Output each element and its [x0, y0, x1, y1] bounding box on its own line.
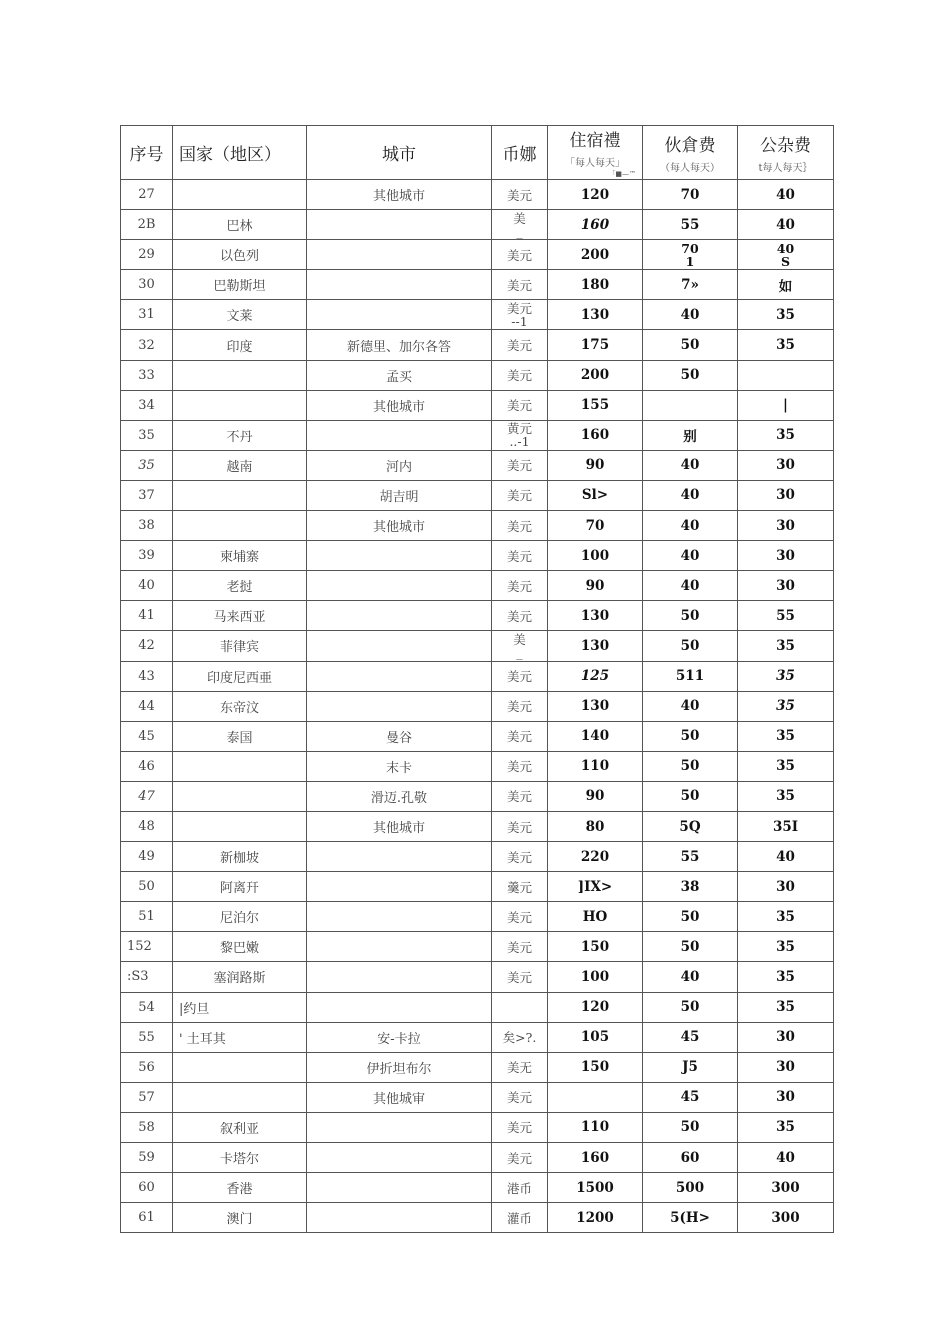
- cell-lodging: 130: [548, 631, 643, 661]
- cell-misc: 40 S: [738, 240, 834, 270]
- cell-no: 2B: [121, 210, 173, 240]
- cell-lodging: 100: [548, 541, 643, 571]
- cell-food: 别: [643, 420, 738, 450]
- cell-no: 46: [121, 751, 173, 781]
- cell-city: 其他城市: [307, 811, 492, 841]
- cell-country: |约旦: [173, 992, 307, 1022]
- cell-food: 40: [643, 691, 738, 721]
- cell-city: 滑迈.孔敬: [307, 781, 492, 811]
- cell-misc: 300: [738, 1203, 834, 1233]
- cell-lodging: 180: [548, 270, 643, 300]
- table-row: [121, 210, 834, 240]
- cell-currency: 美无: [492, 1052, 548, 1082]
- cell-lodging: 160: [548, 210, 643, 240]
- cell-misc: 35: [738, 661, 834, 691]
- header-misc-title: 公杂费: [760, 136, 811, 156]
- cell-no: 34: [121, 390, 173, 420]
- cell-no: 54: [121, 992, 173, 1022]
- cell-food: 500: [643, 1173, 738, 1203]
- cell-currency: 羹元: [492, 872, 548, 902]
- cell-currency: 美 _: [492, 210, 548, 240]
- cell-currency: 美元: [492, 1143, 548, 1173]
- cell-food: 7»: [643, 270, 738, 300]
- cell-currency: 美元: [492, 601, 548, 631]
- cell-food: 45: [643, 1022, 738, 1052]
- cell-no: 27: [121, 180, 173, 210]
- cell-currency: 美元: [492, 571, 548, 601]
- cell-currency: 黄元 ..-1: [492, 420, 548, 450]
- table-row: [121, 962, 834, 992]
- cell-currency: 美元: [492, 270, 548, 300]
- table-row: [121, 601, 834, 631]
- cell-food: 50: [643, 601, 738, 631]
- table-row: [121, 480, 834, 510]
- cell-currency: 美元: [492, 541, 548, 571]
- cell-misc: 35: [738, 420, 834, 450]
- cell-city: 其他城市: [307, 180, 492, 210]
- cell-country: 老挝: [173, 571, 307, 601]
- cell-lodging: ]IX>: [548, 872, 643, 902]
- cell-currency: 矣>?.: [492, 1022, 548, 1052]
- cell-country: [173, 1052, 307, 1082]
- cell-currency: 美元 --1: [492, 300, 548, 330]
- cell-no: :S3: [121, 962, 173, 992]
- cell-lodging: 200: [548, 240, 643, 270]
- cell-misc: 40: [738, 210, 834, 240]
- cell-misc: 35: [738, 962, 834, 992]
- cell-city: [307, 420, 492, 450]
- cell-city: [307, 601, 492, 631]
- cell-city: [307, 661, 492, 691]
- cell-city: 河内: [307, 450, 492, 480]
- cell-lodging: 160: [548, 1143, 643, 1173]
- cell-misc: 30: [738, 450, 834, 480]
- cell-city: 安-卡拉: [307, 1022, 492, 1052]
- cell-currency: 美元: [492, 390, 548, 420]
- cell-country: 巴林: [173, 210, 307, 240]
- cell-city: [307, 571, 492, 601]
- cell-city: [307, 1112, 492, 1142]
- cell-misc: 35: [738, 300, 834, 330]
- cell-currency: 美元: [492, 330, 548, 360]
- cell-misc: 35: [738, 1112, 834, 1142]
- table-row: [121, 541, 834, 571]
- cell-no: 56: [121, 1052, 173, 1082]
- cell-currency: 美 _: [492, 631, 548, 661]
- table-row: [121, 842, 834, 872]
- allowance-table: [120, 125, 834, 1233]
- table-row: [121, 902, 834, 932]
- header-food-sub: （每人每天）: [660, 163, 720, 174]
- cell-city: [307, 902, 492, 932]
- cell-currency: 美元: [492, 842, 548, 872]
- cell-currency: 美元: [492, 1112, 548, 1142]
- cell-no: 58: [121, 1112, 173, 1142]
- cell-food: 5Q: [643, 811, 738, 841]
- cell-lodging: 150: [548, 1052, 643, 1082]
- cell-city: [307, 992, 492, 1022]
- cell-city: 伊折坦布尔: [307, 1052, 492, 1082]
- cell-misc: 55: [738, 601, 834, 631]
- cell-misc: 35I: [738, 811, 834, 841]
- cell-city: [307, 270, 492, 300]
- cell-no: 38: [121, 511, 173, 541]
- cell-currency: 美元: [492, 480, 548, 510]
- cell-food: 40: [643, 571, 738, 601]
- cell-country: [173, 480, 307, 510]
- cell-country: 印度: [173, 330, 307, 360]
- cell-lodging: 105: [548, 1022, 643, 1052]
- cell-country: 塞润路斯: [173, 962, 307, 992]
- cell-lodging: 90: [548, 450, 643, 480]
- cell-food: 50: [643, 932, 738, 962]
- cell-country: [173, 511, 307, 541]
- cell-currency: [492, 992, 548, 1022]
- table-row: [121, 751, 834, 781]
- cell-misc: 35: [738, 330, 834, 360]
- cell-country: 越南: [173, 450, 307, 480]
- cell-no: 33: [121, 360, 173, 390]
- cell-city: 孟买: [307, 360, 492, 390]
- cell-lodging: 130: [548, 691, 643, 721]
- cell-lodging: 120: [548, 992, 643, 1022]
- cell-no: 43: [121, 661, 173, 691]
- table-row: [121, 691, 834, 721]
- cell-lodging: 130: [548, 300, 643, 330]
- header-lodging: [548, 126, 643, 180]
- table-row: [121, 781, 834, 811]
- cell-no: 35: [121, 450, 173, 480]
- cell-food: [643, 390, 738, 420]
- cell-misc: 35: [738, 902, 834, 932]
- cell-food: 55: [643, 210, 738, 240]
- cell-no: 48: [121, 811, 173, 841]
- header-misc-sub: t每人每天｝: [758, 163, 813, 174]
- cell-currency: 美元: [492, 450, 548, 480]
- cell-misc: 40: [738, 1143, 834, 1173]
- cell-lodging: 130: [548, 601, 643, 631]
- cell-currency: 美元: [492, 511, 548, 541]
- cell-city: [307, 842, 492, 872]
- cell-misc: |: [738, 390, 834, 420]
- cell-country: 黎巴嫩: [173, 932, 307, 962]
- cell-lodging: 220: [548, 842, 643, 872]
- header-no: 序号: [121, 126, 173, 180]
- cell-country: 柬埔寨: [173, 541, 307, 571]
- cell-country: 澳门: [173, 1203, 307, 1233]
- table-row: [121, 511, 834, 541]
- cell-currency: 美元: [492, 691, 548, 721]
- table-row: [121, 1022, 834, 1052]
- cell-city: [307, 962, 492, 992]
- cell-no: 32: [121, 330, 173, 360]
- cell-food: 50: [643, 721, 738, 751]
- cell-food: 50: [643, 992, 738, 1022]
- table-row: [121, 661, 834, 691]
- cell-city: 末卡: [307, 751, 492, 781]
- table-row: [121, 330, 834, 360]
- cell-currency: 美元: [492, 360, 548, 390]
- cell-lodging: 100: [548, 962, 643, 992]
- table-row: [121, 360, 834, 390]
- cell-city: 其他城市: [307, 511, 492, 541]
- cell-misc: 30: [738, 1082, 834, 1112]
- cell-no: 57: [121, 1082, 173, 1112]
- cell-lodging: 125: [548, 661, 643, 691]
- header-misc: [738, 126, 834, 180]
- table-row: [121, 631, 834, 661]
- cell-lodging: 80: [548, 811, 643, 841]
- table-row: [121, 992, 834, 1022]
- cell-city: 胡吉明: [307, 480, 492, 510]
- cell-country: 以色列: [173, 240, 307, 270]
- header-food-title: 伙倉费: [664, 136, 716, 156]
- cell-misc: 35: [738, 631, 834, 661]
- cell-city: [307, 872, 492, 902]
- cell-food: 40: [643, 962, 738, 992]
- cell-country: 马来西亚: [173, 601, 307, 631]
- cell-misc: [738, 360, 834, 390]
- cell-no: 30: [121, 270, 173, 300]
- header-lodging-sub: 「每人每天」: [565, 158, 625, 169]
- table-row: [121, 390, 834, 420]
- cell-city: [307, 240, 492, 270]
- cell-food: 50: [643, 902, 738, 932]
- cell-lodging: 155: [548, 390, 643, 420]
- cell-food: 50: [643, 1112, 738, 1142]
- cell-no: 31: [121, 300, 173, 330]
- cell-misc: 30: [738, 541, 834, 571]
- cell-no: 59: [121, 1143, 173, 1173]
- cell-city: [307, 932, 492, 962]
- cell-lodging: 160: [548, 420, 643, 450]
- cell-food: 40: [643, 300, 738, 330]
- cell-city: [307, 631, 492, 661]
- cell-currency: 美元: [492, 721, 548, 751]
- cell-food: 40: [643, 511, 738, 541]
- cell-misc: 35: [738, 751, 834, 781]
- cell-currency: 美元: [492, 902, 548, 932]
- cell-misc: 35: [738, 721, 834, 751]
- cell-lodging: 140: [548, 721, 643, 751]
- cell-no: 60: [121, 1173, 173, 1203]
- cell-food: 50: [643, 631, 738, 661]
- cell-no: 45: [121, 721, 173, 751]
- cell-no: 47: [121, 781, 173, 811]
- cell-no: 39: [121, 541, 173, 571]
- cell-misc: 30: [738, 511, 834, 541]
- cell-no: 152: [121, 932, 173, 962]
- cell-lodging: 90: [548, 571, 643, 601]
- cell-no: 51: [121, 902, 173, 932]
- cell-country: 文莱: [173, 300, 307, 330]
- cell-food: 40: [643, 450, 738, 480]
- table-row: [121, 180, 834, 210]
- cell-no: 42: [121, 631, 173, 661]
- cell-lodging: HO: [548, 902, 643, 932]
- cell-food: 40: [643, 541, 738, 571]
- table-row: [121, 240, 834, 270]
- cell-currency: 美元: [492, 240, 548, 270]
- cell-currency: 美元: [492, 811, 548, 841]
- cell-city: [307, 1143, 492, 1173]
- table-row: [121, 270, 834, 300]
- cell-food: 50: [643, 330, 738, 360]
- cell-currency: 港币: [492, 1173, 548, 1203]
- cell-food: 55: [643, 842, 738, 872]
- cell-no: 41: [121, 601, 173, 631]
- header-lodging-mark: 「■—™: [608, 170, 636, 178]
- table-row: [121, 450, 834, 480]
- table-row: [121, 1143, 834, 1173]
- cell-lodging: 90: [548, 781, 643, 811]
- cell-lodging: 1200: [548, 1203, 643, 1233]
- cell-country: 巴勒斯坦: [173, 270, 307, 300]
- cell-currency: 美元: [492, 1082, 548, 1112]
- cell-misc: 40: [738, 180, 834, 210]
- cell-food: 50: [643, 781, 738, 811]
- cell-city: 新德里、加尔各答: [307, 330, 492, 360]
- cell-no: 61: [121, 1203, 173, 1233]
- cell-lodging: 175: [548, 330, 643, 360]
- cell-city: [307, 1173, 492, 1203]
- cell-country: 叙利亚: [173, 1112, 307, 1142]
- table-row: [121, 1052, 834, 1082]
- cell-country: 不丹: [173, 420, 307, 450]
- cell-city: [307, 1203, 492, 1233]
- cell-no: 29: [121, 240, 173, 270]
- cell-lodging: 150: [548, 932, 643, 962]
- cell-city: 曼谷: [307, 721, 492, 751]
- table-row: [121, 1203, 834, 1233]
- table-row: [121, 1112, 834, 1142]
- cell-currency: 美元: [492, 661, 548, 691]
- cell-currency: 灌币: [492, 1203, 548, 1233]
- cell-country: 菲律宾: [173, 631, 307, 661]
- header-lodging-title: 住宿禮: [569, 131, 621, 151]
- cell-country: 阿离幵: [173, 872, 307, 902]
- cell-country: [173, 751, 307, 781]
- cell-city: 其他城市: [307, 390, 492, 420]
- cell-food: 70: [643, 180, 738, 210]
- cell-lodging: 1500: [548, 1173, 643, 1203]
- cell-no: 40: [121, 571, 173, 601]
- table-row: [121, 872, 834, 902]
- cell-food: 70 1: [643, 240, 738, 270]
- cell-lodging: 70: [548, 511, 643, 541]
- cell-country: [173, 360, 307, 390]
- table-row: [121, 932, 834, 962]
- header-currency: 币娜: [492, 126, 548, 180]
- cell-currency: 美元: [492, 962, 548, 992]
- cell-country: 香港: [173, 1173, 307, 1203]
- table-row: [121, 571, 834, 601]
- cell-food: 60: [643, 1143, 738, 1173]
- cell-city: [307, 210, 492, 240]
- table-row: [121, 420, 834, 450]
- cell-city: [307, 691, 492, 721]
- cell-food: 40: [643, 480, 738, 510]
- cell-misc: 300: [738, 1173, 834, 1203]
- cell-lodging: 110: [548, 751, 643, 781]
- cell-currency: 美元: [492, 932, 548, 962]
- cell-lodging: 110: [548, 1112, 643, 1142]
- cell-country: 东帝汶: [173, 691, 307, 721]
- cell-misc: 35: [738, 932, 834, 962]
- header-food: [643, 126, 738, 180]
- cell-country: [173, 781, 307, 811]
- cell-no: 50: [121, 872, 173, 902]
- cell-misc: 如: [738, 270, 834, 300]
- cell-country: 泰国: [173, 721, 307, 751]
- header-city: 城市: [307, 126, 492, 180]
- header-country: 国家（地区）: [173, 126, 307, 180]
- cell-currency: 美元: [492, 751, 548, 781]
- cell-no: 37: [121, 480, 173, 510]
- cell-country: 卡塔尔: [173, 1143, 307, 1173]
- cell-food: 511: [643, 661, 738, 691]
- cell-misc: 30: [738, 1022, 834, 1052]
- cell-country: 印度尼西亜: [173, 661, 307, 691]
- header-row: [121, 126, 834, 180]
- table-row: [121, 721, 834, 751]
- cell-no: 55: [121, 1022, 173, 1052]
- cell-misc: 40: [738, 842, 834, 872]
- cell-country: [173, 390, 307, 420]
- cell-city: [307, 300, 492, 330]
- cell-country: ' 土耳其: [173, 1022, 307, 1052]
- cell-misc: 30: [738, 1052, 834, 1082]
- table-row: [121, 811, 834, 841]
- cell-misc: 30: [738, 872, 834, 902]
- table-row: [121, 300, 834, 330]
- cell-misc: 35: [738, 691, 834, 721]
- cell-food: J5: [643, 1052, 738, 1082]
- cell-country: 尼泊尔: [173, 902, 307, 932]
- cell-food: 50: [643, 360, 738, 390]
- cell-currency: 美元: [492, 180, 548, 210]
- cell-misc: 30: [738, 571, 834, 601]
- cell-food: 38: [643, 872, 738, 902]
- cell-misc: 30: [738, 480, 834, 510]
- cell-country: [173, 1082, 307, 1112]
- cell-food: 5(H>: [643, 1203, 738, 1233]
- cell-lodging: 200: [548, 360, 643, 390]
- cell-country: 新枷坡: [173, 842, 307, 872]
- cell-lodging: 120: [548, 180, 643, 210]
- cell-city: [307, 541, 492, 571]
- table-row: [121, 1082, 834, 1112]
- cell-misc: 35: [738, 781, 834, 811]
- cell-no: 49: [121, 842, 173, 872]
- cell-food: 50: [643, 751, 738, 781]
- cell-lodging: [548, 1082, 643, 1112]
- cell-lodging: Sl>: [548, 480, 643, 510]
- cell-country: [173, 180, 307, 210]
- cell-food: 45: [643, 1082, 738, 1112]
- cell-currency: 美元: [492, 781, 548, 811]
- table-row: [121, 1173, 834, 1203]
- cell-no: 35: [121, 420, 173, 450]
- cell-country: [173, 811, 307, 841]
- cell-city: 其他城审: [307, 1082, 492, 1112]
- cell-misc: 35: [738, 992, 834, 1022]
- cell-no: 44: [121, 691, 173, 721]
